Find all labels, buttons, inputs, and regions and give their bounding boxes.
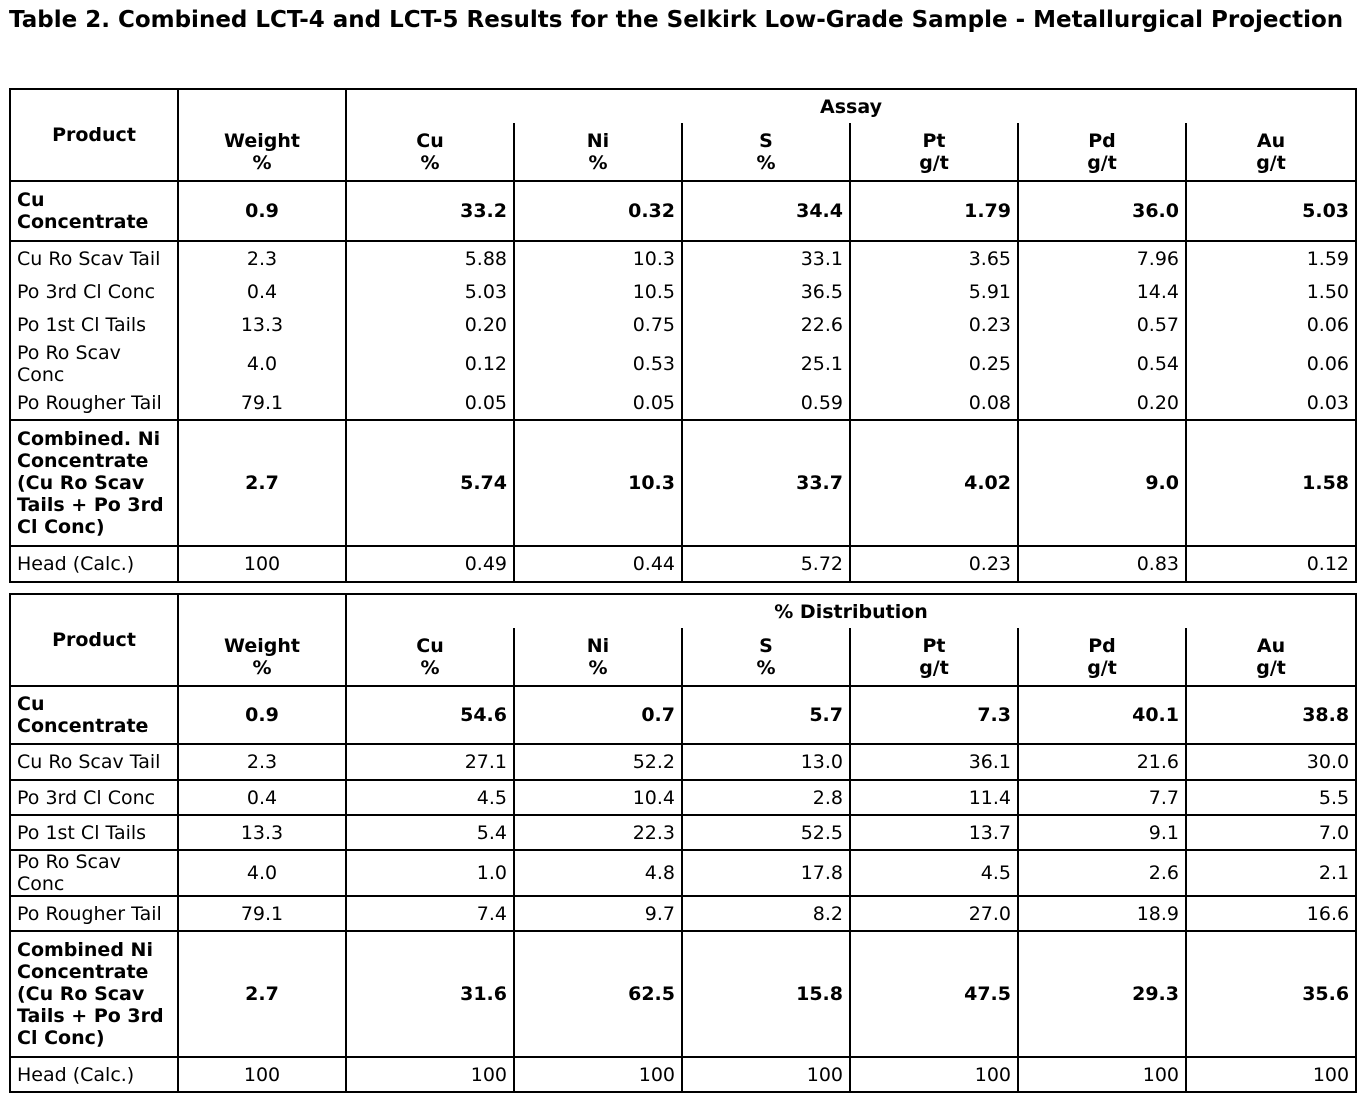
au-cell: 0.12 xyxy=(1186,546,1356,582)
ni-cell: 4.8 xyxy=(514,850,682,896)
pd-cell: 7.96 xyxy=(1018,241,1186,275)
product-cell: Combined Ni Concentrate (Cu Ro Scav Tails + Po 3rd Cl Conc) xyxy=(10,931,178,1057)
pd-cell: 7.7 xyxy=(1018,780,1186,815)
pt-cell: 36.1 xyxy=(850,744,1018,780)
s-cell: 52.5 xyxy=(682,815,850,850)
product-cell: Po Ro Scav Conc xyxy=(10,850,178,896)
weight-cell: 13.3 xyxy=(178,815,346,850)
weight-cell: 79.1 xyxy=(178,896,346,931)
cu-cell: 0.49 xyxy=(346,546,514,582)
header-weight-spacer xyxy=(178,594,346,628)
au-cell: 0.06 xyxy=(1186,308,1356,342)
header-product: Product xyxy=(10,594,178,686)
cu-cell: 5.88 xyxy=(346,241,514,275)
cu-cell: 1.0 xyxy=(346,850,514,896)
weight-cell: 2.7 xyxy=(178,931,346,1057)
table-row xyxy=(10,308,1356,342)
s-cell: 8.2 xyxy=(682,896,850,931)
ni-cell: 0.7 xyxy=(514,686,682,744)
table-row xyxy=(10,780,1356,815)
header-au: Au g/t xyxy=(1186,628,1356,686)
product-cell: Cu Concentrate xyxy=(10,686,178,744)
weight-cell: 0.9 xyxy=(178,181,346,241)
cu-cell: 0.05 xyxy=(346,386,514,420)
au-cell: 35.6 xyxy=(1186,931,1356,1057)
product-cell: Po 1st Cl Tails xyxy=(10,308,178,342)
header-ni: Ni % xyxy=(514,123,682,181)
table-row xyxy=(10,931,1356,1057)
pd-cell: 0.20 xyxy=(1018,386,1186,420)
pd-cell: 14.4 xyxy=(1018,275,1186,308)
pt-cell: 0.25 xyxy=(850,342,1018,386)
header-s: S % xyxy=(682,123,850,181)
au-cell: 0.06 xyxy=(1186,342,1356,386)
pt-cell: 0.23 xyxy=(850,546,1018,582)
product-cell: Po 1st Cl Tails xyxy=(10,815,178,850)
weight-cell: 0.4 xyxy=(178,780,346,815)
header-group-assay: Assay xyxy=(346,89,1356,123)
table-row xyxy=(10,386,1356,420)
product-cell: Head (Calc.) xyxy=(10,1057,178,1092)
ni-cell: 0.32 xyxy=(514,181,682,241)
pd-cell: 2.6 xyxy=(1018,850,1186,896)
pt-cell: 4.5 xyxy=(850,850,1018,896)
ni-cell: 10.4 xyxy=(514,780,682,815)
weight-cell: 2.3 xyxy=(178,241,346,275)
s-cell: 36.5 xyxy=(682,275,850,308)
weight-cell: 4.0 xyxy=(178,850,346,896)
assay-table xyxy=(9,88,1357,583)
au-cell: 2.1 xyxy=(1186,850,1356,896)
product-cell: Po Rougher Tail xyxy=(10,896,178,931)
cu-cell: 31.6 xyxy=(346,931,514,1057)
pd-cell: 100 xyxy=(1018,1057,1186,1092)
ni-cell: 10.3 xyxy=(514,241,682,275)
pd-cell: 0.57 xyxy=(1018,308,1186,342)
ni-cell: 52.2 xyxy=(514,744,682,780)
header-s: S % xyxy=(682,628,850,686)
product-cell: Head (Calc.) xyxy=(10,546,178,582)
header-cu: Cu % xyxy=(346,628,514,686)
pt-cell: 0.08 xyxy=(850,386,1018,420)
table-row xyxy=(10,275,1356,308)
au-cell: 38.8 xyxy=(1186,686,1356,744)
pt-cell: 3.65 xyxy=(850,241,1018,275)
s-cell: 2.8 xyxy=(682,780,850,815)
cu-cell: 100 xyxy=(346,1057,514,1092)
ni-cell: 0.53 xyxy=(514,342,682,386)
table-row xyxy=(10,546,1356,582)
header-product: Product xyxy=(10,89,178,181)
table-row xyxy=(10,744,1356,780)
weight-cell: 100 xyxy=(178,1057,346,1092)
s-cell: 33.7 xyxy=(682,420,850,546)
product-cell: Po 3rd Cl Conc xyxy=(10,780,178,815)
product-cell: Cu Ro Scav Tail xyxy=(10,241,178,275)
au-cell: 30.0 xyxy=(1186,744,1356,780)
table-row xyxy=(10,241,1356,275)
weight-cell: 2.3 xyxy=(178,744,346,780)
product-cell: Po 3rd Cl Conc xyxy=(10,275,178,308)
pd-cell: 29.3 xyxy=(1018,931,1186,1057)
s-cell: 13.0 xyxy=(682,744,850,780)
pt-cell: 11.4 xyxy=(850,780,1018,815)
table-title: Table 2. Combined LCT-4 and LCT-5 Results for the Selkirk Low-Grade Sample - Metallurgical Projection xyxy=(9,7,1344,33)
s-cell: 15.8 xyxy=(682,931,850,1057)
header-pd: Pd g/t xyxy=(1018,628,1186,686)
ni-cell: 9.7 xyxy=(514,896,682,931)
cu-cell: 4.5 xyxy=(346,780,514,815)
au-cell: 1.59 xyxy=(1186,241,1356,275)
header-pt: Pt g/t xyxy=(850,628,1018,686)
pt-cell: 1.79 xyxy=(850,181,1018,241)
cu-cell: 54.6 xyxy=(346,686,514,744)
cu-cell: 0.12 xyxy=(346,342,514,386)
pt-cell: 100 xyxy=(850,1057,1018,1092)
cu-cell: 5.4 xyxy=(346,815,514,850)
pt-cell: 7.3 xyxy=(850,686,1018,744)
cu-cell: 7.4 xyxy=(346,896,514,931)
au-cell: 5.5 xyxy=(1186,780,1356,815)
au-cell: 0.03 xyxy=(1186,386,1356,420)
s-cell: 5.72 xyxy=(682,546,850,582)
header-group-distribution: % Distribution xyxy=(346,594,1356,628)
s-cell: 25.1 xyxy=(682,342,850,386)
s-cell: 100 xyxy=(682,1057,850,1092)
au-cell: 7.0 xyxy=(1186,815,1356,850)
weight-cell: 100 xyxy=(178,546,346,582)
weight-cell: 13.3 xyxy=(178,308,346,342)
distribution-table xyxy=(9,593,1357,1093)
header-weight: Weight % xyxy=(178,628,346,686)
ni-cell: 10.3 xyxy=(514,420,682,546)
ni-cell: 0.05 xyxy=(514,386,682,420)
weight-cell: 4.0 xyxy=(178,342,346,386)
table-row xyxy=(10,420,1356,546)
pd-cell: 0.83 xyxy=(1018,546,1186,582)
table-row xyxy=(10,686,1356,744)
pt-cell: 27.0 xyxy=(850,896,1018,931)
cu-cell: 27.1 xyxy=(346,744,514,780)
s-cell: 34.4 xyxy=(682,181,850,241)
product-cell: Cu Ro Scav Tail xyxy=(10,744,178,780)
s-cell: 17.8 xyxy=(682,850,850,896)
weight-cell: 0.9 xyxy=(178,686,346,744)
product-cell: Combined. Ni Concentrate (Cu Ro Scav Tails + Po 3rd Cl Conc) xyxy=(10,420,178,546)
header-pd: Pd g/t xyxy=(1018,123,1186,181)
product-cell: Po Rougher Tail xyxy=(10,386,178,420)
weight-cell: 79.1 xyxy=(178,386,346,420)
cu-cell: 33.2 xyxy=(346,181,514,241)
ni-cell: 0.75 xyxy=(514,308,682,342)
weight-cell: 0.4 xyxy=(178,275,346,308)
pt-cell: 13.7 xyxy=(850,815,1018,850)
header-pt: Pt g/t xyxy=(850,123,1018,181)
cu-cell: 5.74 xyxy=(346,420,514,546)
pd-cell: 9.0 xyxy=(1018,420,1186,546)
au-cell: 1.58 xyxy=(1186,420,1356,546)
table-row xyxy=(10,1057,1356,1092)
au-cell: 100 xyxy=(1186,1057,1356,1092)
table-row xyxy=(10,896,1356,931)
au-cell: 1.50 xyxy=(1186,275,1356,308)
ni-cell: 62.5 xyxy=(514,931,682,1057)
pt-cell: 47.5 xyxy=(850,931,1018,1057)
cu-cell: 0.20 xyxy=(346,308,514,342)
product-cell: Po Ro Scav Conc xyxy=(10,342,178,386)
header-ni: Ni % xyxy=(514,628,682,686)
product-cell: Cu Concentrate xyxy=(10,181,178,241)
header-cu: Cu % xyxy=(346,123,514,181)
table-row xyxy=(10,850,1356,896)
header-weight-spacer xyxy=(178,89,346,123)
s-cell: 22.6 xyxy=(682,308,850,342)
table-row xyxy=(10,181,1356,241)
pd-cell: 0.54 xyxy=(1018,342,1186,386)
pd-cell: 9.1 xyxy=(1018,815,1186,850)
ni-cell: 100 xyxy=(514,1057,682,1092)
ni-cell: 0.44 xyxy=(514,546,682,582)
header-weight: Weight % xyxy=(178,123,346,181)
au-cell: 5.03 xyxy=(1186,181,1356,241)
table-row xyxy=(10,815,1356,850)
pt-cell: 4.02 xyxy=(850,420,1018,546)
s-cell: 33.1 xyxy=(682,241,850,275)
weight-cell: 2.7 xyxy=(178,420,346,546)
au-cell: 16.6 xyxy=(1186,896,1356,931)
s-cell: 5.7 xyxy=(682,686,850,744)
table-row xyxy=(10,342,1356,386)
pd-cell: 36.0 xyxy=(1018,181,1186,241)
pt-cell: 5.91 xyxy=(850,275,1018,308)
pd-cell: 40.1 xyxy=(1018,686,1186,744)
ni-cell: 10.5 xyxy=(514,275,682,308)
header-au: Au g/t xyxy=(1186,123,1356,181)
pd-cell: 18.9 xyxy=(1018,896,1186,931)
ni-cell: 22.3 xyxy=(514,815,682,850)
s-cell: 0.59 xyxy=(682,386,850,420)
pd-cell: 21.6 xyxy=(1018,744,1186,780)
pt-cell: 0.23 xyxy=(850,308,1018,342)
cu-cell: 5.03 xyxy=(346,275,514,308)
